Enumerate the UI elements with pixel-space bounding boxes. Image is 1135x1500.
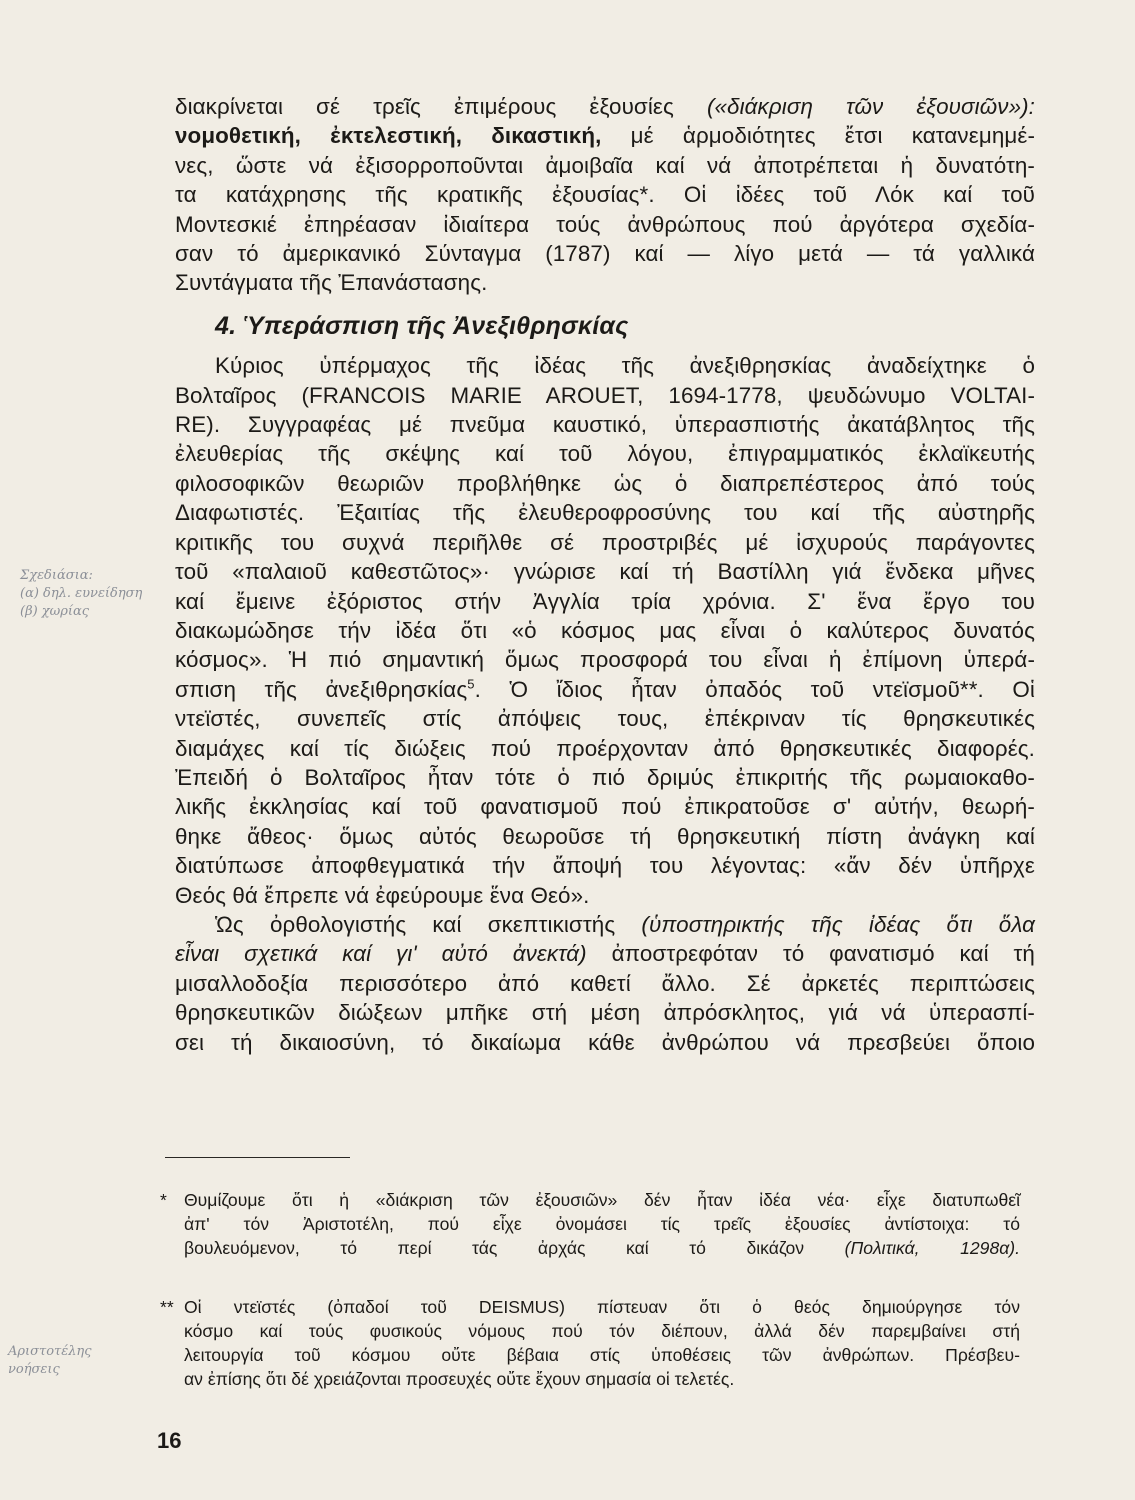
footnote-1 bbox=[160, 1188, 1020, 1260]
main-text bbox=[175, 92, 1035, 1057]
footnote-divider bbox=[165, 1157, 350, 1158]
text-line: θηκε ἄθεος· ὅμως αὐτός θεωροῦσε τή θρησκευτική πίστη ἀνάγκη καί bbox=[175, 823, 1035, 849]
text-line: ἐλευθερίας τῆς σκέψης καί τοῦ λόγου, ἐπιγραμματικός ἐκλαϊκευτής bbox=[175, 441, 1035, 467]
footnote-line: αν ἐπίσης ὅτι δέ χρειάζονται προσευχές οὔτε ἔχουν σημασία οἱ τελετές. bbox=[184, 1369, 735, 1389]
text-line: νες, ὥστε νά ἐξισορροποῦνται ἀμοιβαῖα καί νά ἀποτρέπεται ἡ δυνατότη- bbox=[175, 152, 1035, 178]
text-line: Ὡς ὀρθολογιστής καί σκεπτικιστής (ὑποστηρικτής τῆς ἰδέας ὅτι ὅλα bbox=[215, 911, 1035, 937]
text-line: κριτικῆς του συχνά περιῆλθε σέ προστριβές μέ ἰσχυρούς παράγοντες bbox=[175, 529, 1035, 555]
text-line: θρησκευτικῶν διώξεων μπῆκε στή μέση ἀπρόσκλητος, γιά νά ὑπερασπί- bbox=[175, 1000, 1035, 1026]
text-line: καί ἔμεινε ἐξόριστος στήν Ἀγγλία τρία χρόνια. Σ' ἕνα ἔργο του bbox=[175, 588, 1035, 614]
text-line: τοῦ «παλαιοῦ καθεστῶτος»· γνώρισε καί τή Βαστίλλη γιά ἕνδεκα μῆνες bbox=[175, 559, 1035, 585]
footnote-2 bbox=[160, 1295, 1020, 1391]
margin-annotation: Σχεδιάσια: (α) δηλ. ευνείδηση (β) χωρίας bbox=[20, 568, 143, 619]
footnote-mark: ** bbox=[160, 1297, 174, 1317]
footnote-line: βουλευόμενον, τό περί τάς ἀρχάς καί τό δικάζον (Πολιτικά, 1298α). bbox=[184, 1238, 1021, 1258]
text-line: Βολταῖρος (FRANCOIS MARIE AROUET, 1694-1778, ψευδώνυμο VOLTAI- bbox=[175, 382, 1035, 408]
text-line: Θεός θά ἔπρεπε νά ἐφεύρουμε ἕνα Θεό». bbox=[175, 882, 590, 908]
footnote-line: ἀπ' τόν Ἀριστοτέλη, πού εἶχε ὀνομάσει τίς τρεῖς ἐξουσίες ἀντίστοιχα: τό bbox=[184, 1214, 1020, 1234]
text-line: Διαφωτιστές. Ἐξαιτίας τῆς ἐλευθεροφροσύνης του καί τῆς αὐστηρῆς bbox=[175, 500, 1035, 526]
text-line: μισαλλοδοξία περισσότερο ἀπό καθετί ἄλλο. Σέ ἀρκετές περιπτώσεις bbox=[175, 970, 1035, 996]
footnote-line: κόσμο καί τούς φυσικούς νόμους πού τόν διέπουν, ἀλλά δέν παρεμβαίνει στή bbox=[184, 1321, 1020, 1341]
text-line: διαμάχες καί τίς διώξεις πού προέρχονταν ἀπό θρησκευτικές διαφορές. bbox=[175, 735, 1035, 761]
text-line: Ἐπειδή ὁ Βολταῖρος ἦταν τότε ὁ πιό δριμύς ἐπικριτής τῆς ρωμαιοκαθο- bbox=[175, 764, 1035, 790]
footnote-line: λειτουργία τοῦ κόσμου οὔτε βέβαια στίς ὑποθέσεις τῶν ἀνθρώπων. Πρέσβευ- bbox=[184, 1345, 1020, 1365]
text-line: διακρίνεται σέ τρεῖς ἐπιμέρους ἐξουσίες («διάκριση τῶν ἐξουσιῶν»): bbox=[175, 94, 1035, 119]
page-number: 16 bbox=[157, 1428, 182, 1453]
text-line: φιλοσοφικῶν θεωριῶν προβλήθηκε ὡς ὁ διαπρεπέστερος ἀπό τούς bbox=[175, 470, 1035, 496]
text-line: RE). Συγγραφέας μέ πνεῦμα καυστικό, ὑπερασπιστής ἀκατάβλητος τῆς bbox=[175, 412, 1035, 438]
text-line: σπιση τῆς ἀνεξιθρησκίας$^5$. Ὁ ἴδιος ἦταν ὀπαδός τοῦ ντεϊσμοῦ**. Οἱ bbox=[175, 676, 1035, 702]
text-line: Μοντεσκιέ ἐπηρέασαν ἰδιαίτερα τούς ἀνθρώπους πού ἀργότερα σχεδία- bbox=[175, 211, 1035, 237]
text-line: διακωμώδησε τήν ἰδέα ὅτι «ὁ κόσμος μας εἶναι ὁ καλύτερος δυνατός bbox=[175, 617, 1035, 643]
text-line: νομοθετική, ἐκτελεστική, δικαστική, μέ ἁρμοδιότητες ἔτσι κατανεμημέ- bbox=[175, 123, 1036, 149]
margin-annotation: Αριστοτέλης νοήσεις bbox=[8, 1344, 92, 1377]
text-line: εἶναι σχετικά καί γι' αὐτό ἀνεκτά) ἀποστρεφόταν τό φανατισμό καί τή bbox=[175, 941, 1035, 967]
text-line: σαν τό ἀμερικανικό Σύνταγμα (1787) καί — λίγο μετά — τά γαλλικά bbox=[175, 241, 1035, 267]
text-line: Κύριος ὑπέρμαχος τῆς ἰδέας τῆς ἀνεξιθρησκίας ἀναδείχτηκε ὁ bbox=[215, 353, 1035, 379]
text-line: τα κατάχρησης τῆς κρατικῆς ἐξουσίας*. Οἱ ἰδέες τοῦ Λόκ καί τοῦ bbox=[175, 182, 1035, 208]
section-heading: 4. Ὑπεράσπιση τῆς Ἀνεξιθρησκίας bbox=[215, 311, 629, 340]
footnote-ref: 5 bbox=[467, 676, 475, 692]
text-line: λικῆς ἐκκλησίας καί τοῦ φανατισμοῦ πού ἐπικρατοῦσε σ' αὐτήν, θεωρή- bbox=[175, 794, 1035, 820]
footnote-line: Θυμίζουμε ὅτι ἡ «διάκριση τῶν ἐξουσιῶν» δέν ἦταν ἰδέα νέα· εἶχε διατυπωθεῖ bbox=[184, 1190, 1020, 1210]
text-line: κόσμος». Ἡ πιό σημαντική ὅμως προσφορά του εἶναι ἡ ἐπίμονη ὑπερά- bbox=[175, 647, 1035, 673]
text-line: διατύπωσε ἀποφθεγματικά τήν ἄποψή του λέγοντας: «ἄν δέν ὑπῆρχε bbox=[175, 853, 1035, 879]
footnote-mark: * bbox=[160, 1190, 167, 1210]
text-line: σει τή δικαιοσύνη, τό δικαίωμα κάθε ἀνθρώπου νά πρεσβεύει ὅποιο bbox=[175, 1029, 1035, 1055]
text-line: ντεϊστές, συνεπεῖς στίς ἀπόψεις τους, ἐπέκριναν τίς θρησκευτικές bbox=[175, 706, 1035, 732]
text-line: Συντάγματα τῆς Ἐπανάστασης. bbox=[175, 270, 488, 296]
footnote-line: Οἱ ντεϊστές (ὀπαδοί τοῦ DEISMUS) πίστευαν ὅτι ὁ θεός δημιούργησε τόν bbox=[184, 1297, 1020, 1317]
